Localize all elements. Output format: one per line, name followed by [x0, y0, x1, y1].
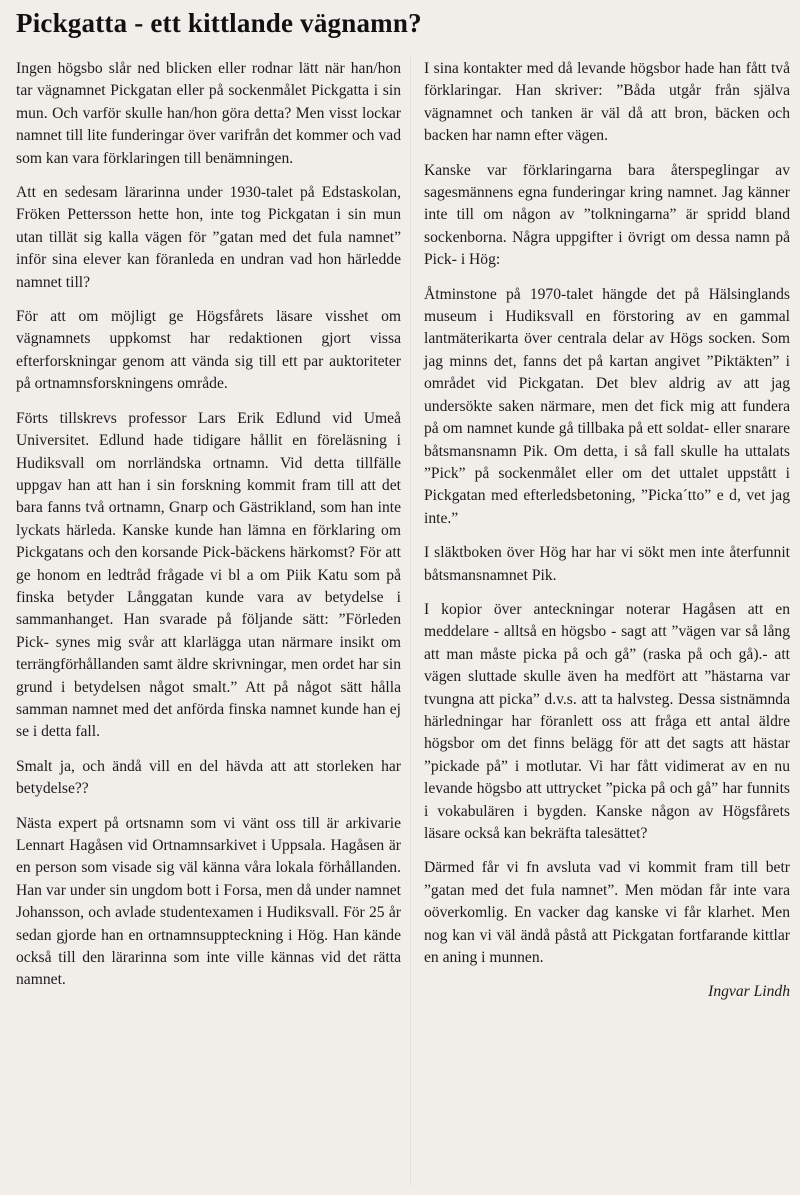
article-title: Pickgatta - ett kittlande vägnamn? — [16, 8, 422, 38]
paragraph: I släktboken över Hög har har vi sökt men inte återfunnit båtsmansnamnet Pik. — [424, 544, 790, 584]
paragraph: Kanske var förklaringarna bara återspeglingar av sagesmännens egna funderingar kring namnet. Jag känner inte till om någon av ”tolkningarna” är spridd bland sockenborna. Några uppgifter i övrigt om dessa namn på Pick- i Hög: — [424, 161, 790, 269]
paragraph: Nästa expert på ortsnamn som vi vänt oss till är arkivarie Lennart Hagåsen vid Ortnamnsarkivet i Uppsala. Hagåsen är en person som visade sig väl känna våra lokala förhållanden. Han var under sin ungdom bott i Forsa, men då under namnet Johansson, och avlade studentexamen i Hudiksvall. För 25 år sedan gjorde han en ortnamnsuppteckning i Hög. Han kände också till den lärarinna som inte ville kännas vid det rätta namnet. — [16, 814, 401, 989]
left-column — [16, 58, 401, 1004]
paragraph: Åtminstone på 1970-talet hängde det på Hälsinglands museum i Hudiksvall en förstoring av en gammal lantmäterikarta över centrala delar av Högs socken. Som jag minns det, fanns det på kartan angivet ”Piktäkten” i området vid Pickgatan. Det blev aldrig av att jag undersökte saken närmare, men det fick mig att fundera på om namnet kunde gå tillbaka på ett soldat- eller snarare båtsmansnamn Pik. Om detta, i så fall skulle ha uttalats ”Pick” på sockenmålet eller om det uttalet uppstått i Pickgatan med efterledsbetoning, ”Picka´tto” e d, vet jag inte.” — [424, 285, 790, 527]
right-column — [424, 58, 790, 1016]
paragraph: I sina kontakter med då levande högsbor hade han fått två förklaringar. Han skriver: ”Båda utgår från själva vägnamnet och tanken är väl då att bron, bäcken och backen har namn efter vägen. — [424, 60, 790, 145]
paragraph: För att om möjligt ge Högsfårets läsare visshet om vägnamnets uppkomst har redaktionen gjort vissa efterforskningar genom att vända sig till ett par auktoriteter på ortnamnsforskningens område. — [16, 308, 401, 393]
paragraph: Förts tillskrevs professor Lars Erik Edlund vid Umeå Universitet. Edlund hade tidigare hållit en föreläsning i Hudiksvall om norrländska ortnamn. Vid detta tillfälle uppgav han att han i sin forskning kommit fram till att det bara fanns två ortnamn, Gnarp och Gästrikland, som han inte lyckats härleda. Kanske kunde han lämna en förklaring om Pickgatans och den korsande Pick-bäckens härkomst? För att ge honom en ledtråd frågade vi bl a om Piik Katu som på finska betyder Långgatan kunde vara av betydelse i sammanhanget. Han svarade på följande sätt: ”Förleden Pick- synes mig svår att klarlägga utan närmare insikt om terrängförhållanden samt äldre skrivningar, men ordet har sin grund i betydelsen något smalt.” Att på något sätt hålla samman namnet med det anförda finska namnet kunde han ej se i detta fall. — [16, 409, 401, 741]
author-signature: Ingvar Lindh — [708, 983, 790, 1001]
paragraph: Smalt ja, och ändå vill en del hävda att att storleken har betydelse?? — [16, 757, 401, 798]
paragraph: Att en sedesam lärarinna under 1930-talet på Edstaskolan, Fröken Pettersson hette hon, inte tog Pickgatan i sin mun utan tillät sig kalla vägen för ”gatan med det fula namnet” inför sina elever kan föranleda en undran vad hon härledde namnet till? — [16, 184, 401, 291]
paragraph: Ingen högsbo slår ned blicken eller rodnar lätt när han/hon tar vägnamnet Pickgatan eller på sockenmålet Pickgatta i sin mun. Och varför skulle han/hon göra detta? Men visst lockar namnet till lite funderingar över varifrån det kommer och vad som kan vara förklaringen till benämningen. — [16, 60, 401, 167]
paragraph: I kopior över anteckningar noterar Hagåsen att en meddelare - alltså en högsbo - sagt att ”vägen var så lång att man måste picka på och gå” (raska på och gå).- att vägen sluttade skulle även ha medfört att ”hästarna var tvungna att picka” d.v.s. att ta halvsteg. Dessa sistnämnda härledningar har föranlett oss att fråga ett antal äldre högsbor om det finns belägg för att det sagts att hästar ”pickade på” i motlutar. Vi har fått vidimerat av en nu levande högsbo att uttrycket ”picka på och gå” har funnits i vokabulären i bygden. Kanske någon av Högsfårets läsare också kan bekräfta talesättet? — [424, 600, 790, 842]
paragraph: Därmed får vi fn avsluta vad vi kommit fram till betr ”gatan med det fula namnet”. Men mödan får inte vara oöverkomlig. En vacker dag kanske vi får klarhet. Men nog kan vi väl ändå påstå att Pickgatan fortfarande kittlar en aning i munnen. — [424, 859, 790, 967]
column-divider — [410, 56, 411, 1186]
